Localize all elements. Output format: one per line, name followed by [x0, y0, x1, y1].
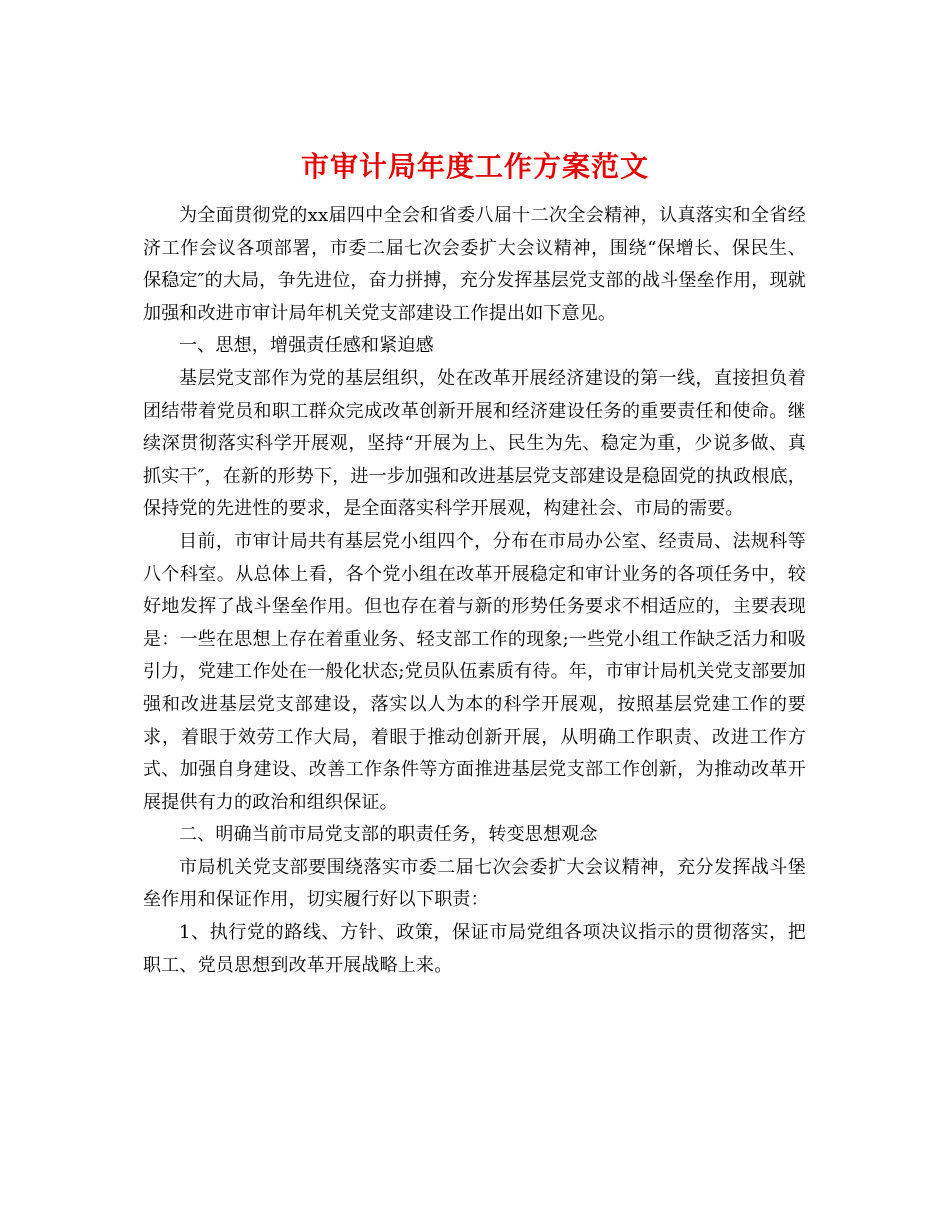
paragraph-current-status: 目前，市审计局共有基层党小组四个，分布在市局办公室、经责局、法规科等八个科室。从总体上看，各个党小组在改革开展稳定和审计业务的各项任务中，较好地发挥了战斗堡垒作用。但也存在着与新的形势任务要求不相适应的，主要表现是：一些在思想上存在着重业务、轻支部工作的现象;一些党小组工作缺乏活力和吸引力，党建工作处在一般化状态;党员队伍素质有待。年，市审计局机关党支部要加强和改进基层党支部建设，落实以人为本的科学开展观，按照基层党建工作的要求，着眼于效劳工作大局，着眼于推动创新开展，从明确工作职责、改进工作方式、加强自身建设、改善工作条件等方面推进基层党支部工作创新，为推动改革开展提供有力的政治和组织保证。 [143, 530, 806, 813]
section-heading-1: 一、思想，增强责任感和紧迫感 [179, 335, 434, 357]
list-item-1: 1、执行党的路线、方针、政策，保证市局党组各项决议指示的贯彻落实，把职工、党员思想到改革开展战略上来。 [143, 922, 806, 976]
paragraph-section-1-body: 基层党支部作为党的基层组织，处在改革开展经济建设的第一线，直接担负着团结带着党员和职工群众完成改革创新开展和经济建设任务的重要责任和使命。继续深贯彻落实科学开展观，坚持“开展为上、民生为先、稳定为重，少说多做、真抓实干″，在新的形势下，进一步加强和改进基层党支部建设是稳固党的执政根底，保持党的先进性的要求，是全面落实科学开展观，构建社会、市局的需要。 [143, 367, 806, 520]
paragraph-intro: 为全面贯彻党的xx届四中全会和省委八届十二次全会精神，认真落实和全省经济工作会议各项部署，市委二届七次会委扩大会议精神，围绕“保增长、保民生、保稳定″的大局，争先进位，奋力拼搏，充分发挥基层党支部的战斗堡垒作用，现就加强和改进市审计局年机关党支部建设工作提出如下意见。 [143, 205, 806, 324]
document-body [143, 200, 806, 982]
section-heading-2: 二、明确当前市局党支部的职责任务，转变思想观念 [179, 824, 598, 846]
document-title: 市审计局年度工作方案范文 [300, 149, 649, 183]
paragraph-section-2-body: 市局机关党支部要围绕落实市委二届七次会委扩大会议精神，充分发挥战斗堡垒作用和保证作用，切实履行好以下职责： [143, 856, 806, 911]
